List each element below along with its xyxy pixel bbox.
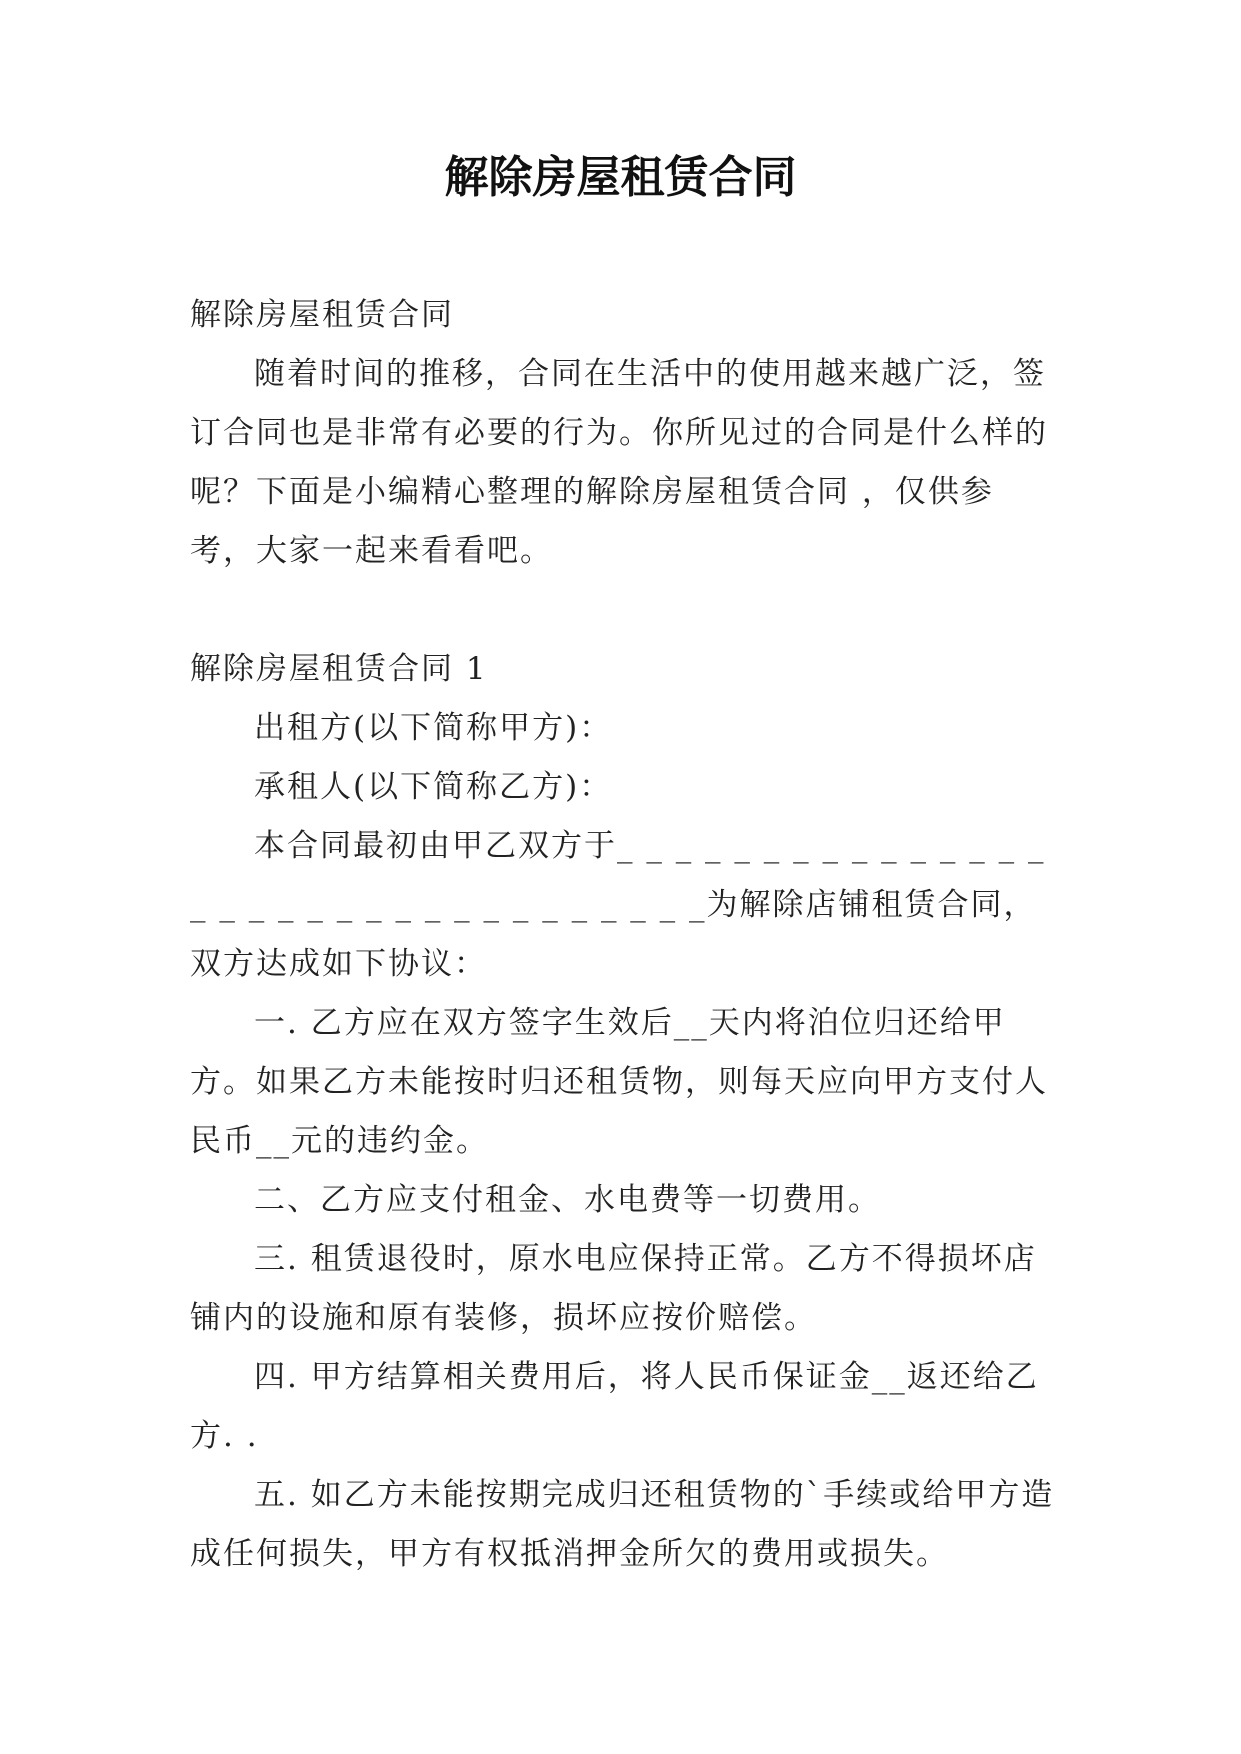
paragraph-spacer — [190, 581, 1056, 640]
subtitle-paragraph: 解除房屋租赁合同 — [190, 297, 454, 333]
document-body — [190, 286, 1056, 1584]
section-heading: 解除房屋租赁合同 1 — [190, 651, 488, 687]
lessee-line: 承租人(以下简称乙方)： — [254, 769, 613, 805]
clause-5: 五. 如乙方未能按期完成归还租赁物的`手续或给甲方造成任何损失，甲方有权抵消押金所欠的费用或损失。 — [190, 1477, 1055, 1572]
agreement-paragraph: 本合同最初由甲乙双方于_ _ _ _ _ _ _ _ _ _ _ _ _ _ _ _ _ _ _ _ _ _ _ _ _ _ _ _ _ _ _ _ _为解除店铺租赁合同，双方达成如下协议： — [190, 828, 1046, 982]
lessor-line: 出租方(以下简称甲方)： — [254, 710, 613, 746]
clause-4: 四. 甲方结算相关费用后，将人民币保证金__返还给乙方. . — [190, 1359, 1039, 1454]
clause-1: 一. 乙方应在双方签字生效后__天内将泊位归还给甲方。如果乙方未能按时归还租赁物，则每天应向甲方支付人民币__元的违约金。 — [190, 1005, 1048, 1159]
clause-2: 二、乙方应支付租金、水电费等一切费用。 — [254, 1182, 881, 1218]
document-title: 解除房屋租赁合同 — [444, 152, 797, 203]
intro-paragraph: 随着时间的推移，合同在生活中的使用越来越广泛，签订合同也是非常有必要的行为。你所见过的合同是什么样的呢？下面是小编精心整理的解除房屋租赁合同 ，仅供参考，大家一起来看看吧。 — [190, 356, 1048, 569]
clause-3: 三. 租赁退役时，原水电应保持正常。乙方不得损坏店铺内的设施和原有装修，损坏应按价赔偿。 — [190, 1241, 1037, 1336]
